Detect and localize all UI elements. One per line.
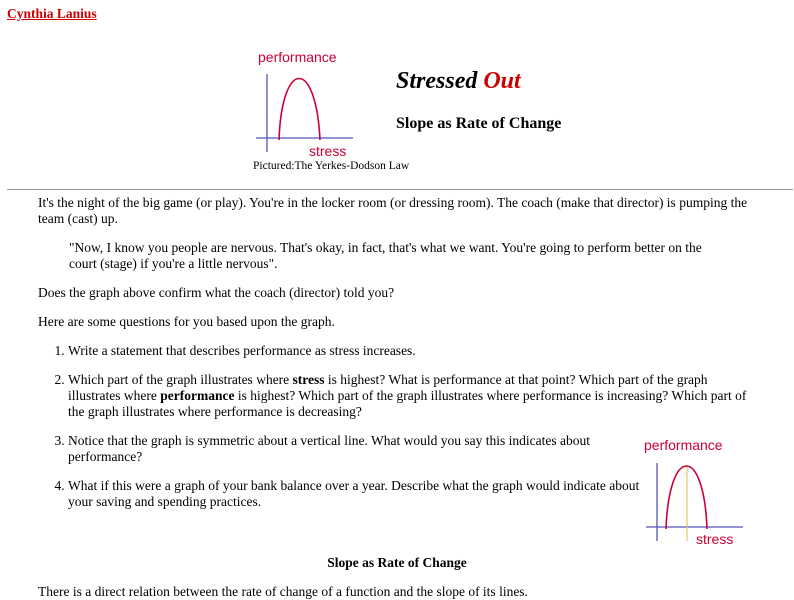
author-link[interactable]: Cynthia Lanius (7, 6, 97, 21)
title-accent: Out (483, 68, 521, 94)
q2-text-c: is highest? Which part of the graph illustrates where performance is increasing? Which part of the graph illustrates where performance is decreasing? (68, 388, 747, 419)
q2-stress-emphasis: stress (292, 372, 325, 387)
graph-y-label: performance (258, 49, 337, 65)
rate-of-change-paragraph: There is a direct relation between the rate of change of a function and the slope of its lines. (38, 584, 528, 599)
question-item (68, 372, 758, 420)
question-item: 3. Notice that the graph is symmetric about a vertical line. What would you say this indicates about performance? (68, 433, 663, 465)
graph-x-label: stress (309, 143, 347, 159)
page-subtitle: Slope as Rate of Change (396, 115, 562, 132)
confirm-question: Does the graph above confirm what the coach (director) told you? (38, 285, 395, 300)
coach-quote: "Now, I know you people are nervous. That's okay, in fact, that's what we want. You're going to perform better on the court (stage) if you're a little nervous". (69, 240, 702, 271)
graph-y-label: performance (644, 437, 723, 453)
section-heading: Slope as Rate of Change (327, 555, 467, 570)
q2-text-a: Which part of the graph illustrates where (68, 372, 293, 387)
graph-curve (279, 79, 320, 141)
question-list (38, 343, 747, 510)
graph-x-label: stress (696, 531, 734, 547)
question-item: 1. Write a statement that describes performance as stress increases. (68, 343, 648, 359)
q2-text-b: is highest? What is performance at that point? Which part of the graph illustrates where (68, 372, 708, 403)
symmetry-graph (640, 437, 775, 549)
page-title (396, 68, 521, 95)
question-item: 4. What if this were a graph of your bank balance over a year. Describe what the graph would indicate about your saving and spending practices. (68, 478, 663, 510)
graph-caption: Pictured:The Yerkes-Dodson Law (253, 160, 410, 172)
title-main: Stressed (396, 68, 478, 94)
divider (7, 189, 793, 190)
q2-performance-emphasis: performance (160, 388, 235, 403)
yerkes-dodson-graph (250, 48, 385, 160)
questions-intro: Here are some questions for you based upon the graph. (38, 314, 335, 329)
intro-paragraph: It's the night of the big game (or play). You're in the locker room (or dressing room). The coach (make that director) is pumping the team (cast) up. (38, 195, 748, 226)
